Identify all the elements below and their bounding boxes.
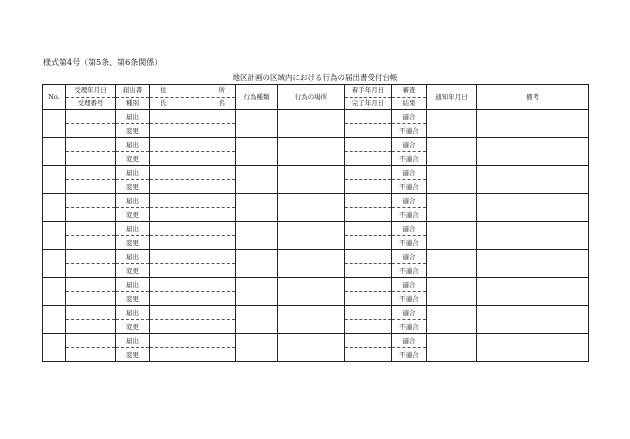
notify-date-cell[interactable]	[427, 110, 477, 138]
header-name	[150, 97, 236, 110]
ledger-title: 地区計画の区域内における行為の届出書受付台帳	[232, 73, 398, 82]
change-type-cell: 変更	[116, 124, 150, 138]
action-place-cell[interactable]	[278, 250, 345, 278]
header-notify-date: 通知年月日	[427, 85, 477, 110]
entry-no-cell[interactable]	[43, 306, 66, 334]
review-conforming-cell[interactable]: 適合	[392, 278, 427, 292]
review-nonconforming-cell[interactable]: 不適合	[392, 292, 427, 306]
header-name-a: 氏	[160, 98, 167, 107]
name-cell[interactable]	[150, 180, 236, 194]
address-cell[interactable]	[150, 110, 236, 124]
start-date-cell[interactable]	[345, 138, 392, 152]
entry-no-cell[interactable]	[43, 110, 66, 138]
header-review-bottom: 結果	[392, 97, 427, 110]
notice-type-cell: 届出	[116, 166, 150, 180]
action-type-cell[interactable]	[236, 222, 278, 250]
end-date-cell[interactable]	[345, 208, 392, 222]
action-type-cell[interactable]	[236, 306, 278, 334]
header-received-number: 受理番号	[66, 97, 116, 110]
header-review-top: 審査	[392, 85, 427, 98]
review-conforming-cell[interactable]: 適合	[392, 166, 427, 180]
action-type-cell[interactable]	[236, 334, 278, 362]
entry-no-cell[interactable]	[43, 250, 66, 278]
change-type-cell: 変更	[116, 236, 150, 250]
change-type-cell: 変更	[116, 320, 150, 334]
address-cell[interactable]	[150, 138, 236, 152]
entry-no-cell[interactable]	[43, 334, 66, 362]
header-no: No.	[43, 85, 66, 110]
start-date-cell[interactable]	[345, 110, 392, 124]
received-number-cell[interactable]	[66, 208, 116, 222]
name-cell[interactable]	[150, 348, 236, 362]
review-nonconforming-cell[interactable]: 不適合	[392, 152, 427, 166]
action-type-cell[interactable]	[236, 138, 278, 166]
received-date-cell[interactable]	[66, 334, 116, 348]
address-cell[interactable]	[150, 166, 236, 180]
action-type-cell[interactable]	[236, 278, 278, 306]
entry-row-top	[43, 278, 589, 292]
entry-no-cell[interactable]	[43, 194, 66, 222]
start-date-cell[interactable]	[345, 306, 392, 320]
entry-row-top	[43, 194, 589, 208]
remarks-cell[interactable]	[477, 278, 589, 306]
name-cell[interactable]	[150, 292, 236, 306]
address-cell[interactable]	[150, 306, 236, 320]
review-conforming-cell[interactable]: 適合	[392, 334, 427, 348]
action-place-cell[interactable]	[278, 110, 345, 138]
action-place-cell[interactable]	[278, 166, 345, 194]
action-place-cell[interactable]	[278, 306, 345, 334]
remarks-cell[interactable]	[477, 334, 589, 362]
header-received-date: 受理年月日	[66, 85, 116, 98]
end-date-cell[interactable]	[345, 236, 392, 250]
ledger-body	[43, 110, 589, 362]
header-address	[150, 85, 236, 98]
notice-type-cell: 届出	[116, 334, 150, 348]
action-type-cell[interactable]	[236, 250, 278, 278]
notify-date-cell[interactable]	[427, 194, 477, 222]
action-type-cell[interactable]	[236, 110, 278, 138]
change-type-cell: 変更	[116, 292, 150, 306]
notify-date-cell[interactable]	[427, 334, 477, 362]
header-remarks: 備考	[477, 85, 589, 110]
review-conforming-cell[interactable]: 適合	[392, 250, 427, 264]
change-type-cell: 変更	[116, 208, 150, 222]
notify-date-cell[interactable]	[427, 250, 477, 278]
end-date-cell[interactable]	[345, 264, 392, 278]
name-cell[interactable]	[150, 208, 236, 222]
received-number-cell[interactable]	[66, 264, 116, 278]
review-nonconforming-cell[interactable]: 不適合	[392, 124, 427, 138]
received-date-cell[interactable]	[66, 166, 116, 180]
received-date-cell[interactable]	[66, 138, 116, 152]
received-date-cell[interactable]	[66, 306, 116, 320]
end-date-cell[interactable]	[345, 292, 392, 306]
action-place-cell[interactable]	[278, 278, 345, 306]
name-cell[interactable]	[150, 320, 236, 334]
address-cell[interactable]	[150, 278, 236, 292]
notice-type-cell: 届出	[116, 222, 150, 236]
end-date-cell[interactable]	[345, 320, 392, 334]
action-place-cell[interactable]	[278, 222, 345, 250]
action-type-cell[interactable]	[236, 166, 278, 194]
entry-row-top	[43, 222, 589, 236]
end-date-cell[interactable]	[345, 180, 392, 194]
name-cell[interactable]	[150, 152, 236, 166]
remarks-cell[interactable]	[477, 194, 589, 222]
review-nonconforming-cell[interactable]: 不適合	[392, 180, 427, 194]
entry-row-top	[43, 138, 589, 152]
notice-type-cell: 届出	[116, 194, 150, 208]
end-date-cell[interactable]	[345, 348, 392, 362]
header-address-a: 住	[160, 86, 167, 95]
start-date-cell[interactable]	[345, 250, 392, 264]
start-date-cell[interactable]	[345, 166, 392, 180]
entry-row-top	[43, 110, 589, 124]
header-end-date: 完了年月日	[345, 97, 392, 110]
received-date-cell[interactable]	[66, 110, 116, 124]
start-date-cell[interactable]	[345, 222, 392, 236]
notify-date-cell[interactable]	[427, 166, 477, 194]
action-place-cell[interactable]	[278, 194, 345, 222]
header-name-b: 名	[218, 98, 225, 107]
end-date-cell[interactable]	[345, 124, 392, 138]
entry-row-top	[43, 306, 589, 320]
received-number-cell[interactable]	[66, 152, 116, 166]
change-type-cell: 変更	[116, 348, 150, 362]
review-nonconforming-cell[interactable]: 不適合	[392, 264, 427, 278]
entry-row-top	[43, 166, 589, 180]
start-date-cell[interactable]	[345, 194, 392, 208]
remarks-cell[interactable]	[477, 306, 589, 334]
start-date-cell[interactable]	[345, 334, 392, 348]
received-number-cell[interactable]	[66, 180, 116, 194]
entry-no-cell[interactable]	[43, 222, 66, 250]
header-start-date: 着手年月日	[345, 85, 392, 98]
received-number-cell[interactable]	[66, 236, 116, 250]
received-date-cell[interactable]	[66, 278, 116, 292]
ledger-table	[42, 84, 589, 362]
review-conforming-cell[interactable]: 適合	[392, 110, 427, 124]
notice-type-cell: 届出	[116, 110, 150, 124]
review-conforming-cell[interactable]: 適合	[392, 222, 427, 236]
review-nonconforming-cell[interactable]: 不適合	[392, 208, 427, 222]
action-place-cell[interactable]	[278, 138, 345, 166]
review-nonconforming-cell[interactable]: 不適合	[392, 236, 427, 250]
address-cell[interactable]	[150, 334, 236, 348]
address-cell[interactable]	[150, 222, 236, 236]
notice-type-cell: 届出	[116, 306, 150, 320]
end-date-cell[interactable]	[345, 152, 392, 166]
review-conforming-cell[interactable]: 適合	[392, 306, 427, 320]
name-cell[interactable]	[150, 124, 236, 138]
header-address-b: 所	[218, 86, 225, 95]
review-conforming-cell[interactable]: 適合	[392, 138, 427, 152]
change-type-cell: 変更	[116, 180, 150, 194]
notice-type-cell: 届出	[116, 138, 150, 152]
notice-type-cell: 届出	[116, 250, 150, 264]
address-cell[interactable]	[150, 250, 236, 264]
remarks-cell[interactable]	[477, 138, 589, 166]
received-number-cell[interactable]	[66, 348, 116, 362]
header-notice-type-top: 届出書	[116, 85, 150, 98]
review-conforming-cell[interactable]: 適合	[392, 194, 427, 208]
name-cell[interactable]	[150, 264, 236, 278]
form-number-label: 様式第4号（第5条、第6条関係）	[43, 58, 163, 67]
review-nonconforming-cell[interactable]: 不適合	[392, 348, 427, 362]
remarks-cell[interactable]	[477, 166, 589, 194]
remarks-cell[interactable]	[477, 250, 589, 278]
notify-date-cell[interactable]	[427, 222, 477, 250]
entry-no-cell[interactable]	[43, 278, 66, 306]
received-date-cell[interactable]	[66, 194, 116, 208]
address-cell[interactable]	[150, 194, 236, 208]
entry-no-cell[interactable]	[43, 138, 66, 166]
received-date-cell[interactable]	[66, 222, 116, 236]
action-place-cell[interactable]	[278, 334, 345, 362]
notify-date-cell[interactable]	[427, 138, 477, 166]
notify-date-cell[interactable]	[427, 278, 477, 306]
header-notice-type-bottom: 種別	[116, 97, 150, 110]
received-number-cell[interactable]	[66, 124, 116, 138]
name-cell[interactable]	[150, 236, 236, 250]
remarks-cell[interactable]	[477, 110, 589, 138]
notice-type-cell: 届出	[116, 278, 150, 292]
entry-no-cell[interactable]	[43, 166, 66, 194]
received-number-cell[interactable]	[66, 292, 116, 306]
received-number-cell[interactable]	[66, 320, 116, 334]
notify-date-cell[interactable]	[427, 306, 477, 334]
entry-row-top	[43, 250, 589, 264]
header-action-place: 行為の場所	[278, 85, 345, 110]
remarks-cell[interactable]	[477, 222, 589, 250]
entry-row-top	[43, 334, 589, 348]
received-date-cell[interactable]	[66, 250, 116, 264]
start-date-cell[interactable]	[345, 278, 392, 292]
header-row-top	[43, 85, 589, 98]
review-nonconforming-cell[interactable]: 不適合	[392, 320, 427, 334]
change-type-cell: 変更	[116, 264, 150, 278]
header-action-type: 行為種類	[236, 85, 278, 110]
change-type-cell: 変更	[116, 152, 150, 166]
action-type-cell[interactable]	[236, 194, 278, 222]
